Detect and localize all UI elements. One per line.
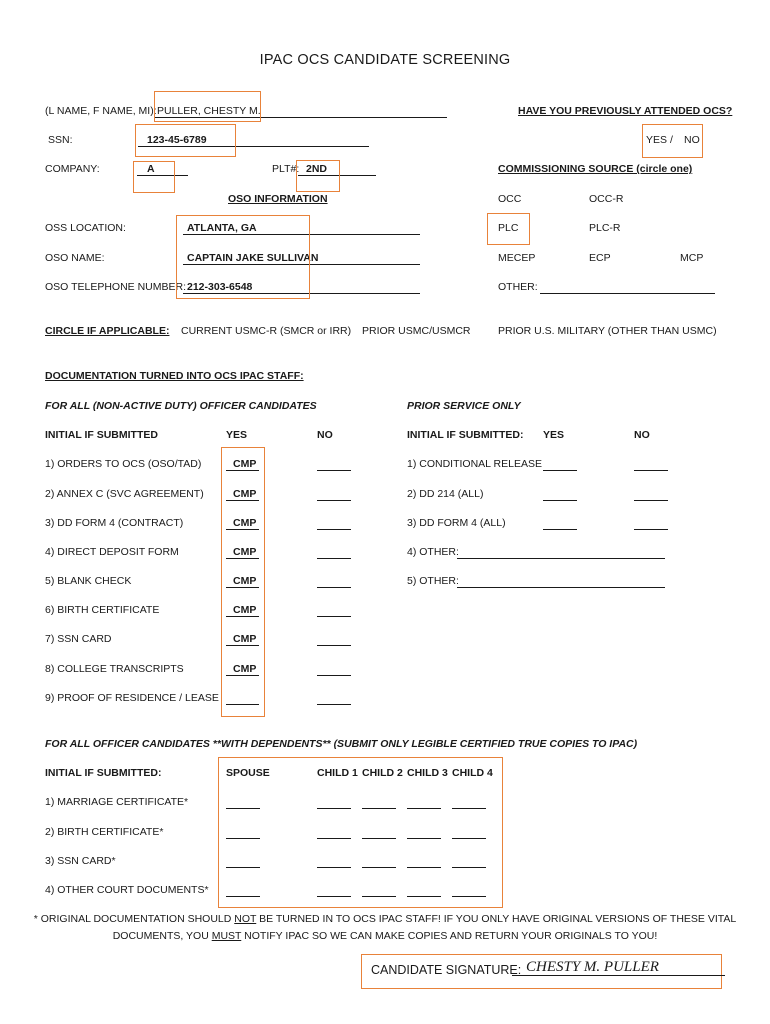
ssn-field[interactable]: 123-45-6789 [147,134,207,146]
name-label: (L NAME, F NAME, MI): [45,105,157,117]
dep-spouse-header: SPOUSE [226,767,270,779]
oso-name-field[interactable]: CAPTAIN JAKE SULLIVAN [187,252,319,264]
dep-child3-header: CHILD 3 [407,767,448,779]
dep-child2-header: CHILD 2 [362,767,403,779]
col-yes-header: YES [226,429,248,441]
prior-item-yes-field[interactable] [543,500,577,501]
source-plc[interactable]: PLC [498,222,519,234]
ssn-label: SSN: [48,134,73,146]
doc-item-label: 5) BLANK CHECK [45,575,132,587]
doc-item-label: 3) DD FORM 4 (CONTRACT) [45,517,184,529]
oso-heading: OSO INFORMATION [228,193,328,205]
oso-highlight [176,215,310,299]
dep-initial-header: INITIAL IF SUBMITTED: [45,767,162,779]
doc-item-no-field[interactable] [317,616,351,617]
footnote-emphasis-must: MUST [211,930,242,942]
company-label: COMPANY: [45,163,100,175]
doc-item-label: 4) DIRECT DEPOSIT FORM [45,546,179,558]
dependents-highlight [218,757,503,908]
prior-no-header: NO [634,429,650,441]
oss-location-label: OSS LOCATION: [45,222,126,234]
prior-item-no-field[interactable] [634,500,668,501]
prior-initial-header: INITIAL IF SUBMITTED: [407,429,524,441]
prior-item-label: 5) OTHER: [407,575,459,587]
prev-ocs-highlight [642,124,703,158]
circle-option-prior-military[interactable]: PRIOR U.S. MILITARY (OTHER THAN USMC) [498,325,717,337]
previous-ocs-question: HAVE YOU PREVIOUSLY ATTENDED OCS? [518,105,733,117]
footnote-line-1 [0,913,770,925]
doc-item-no-field[interactable] [317,645,351,646]
company-highlight [133,161,175,193]
name-highlight [154,91,261,122]
plt-field[interactable]: 2ND [306,163,328,175]
col-no-header: NO [317,429,333,441]
prior-item-no-field[interactable] [634,529,668,530]
doc-item-no-field[interactable] [317,500,351,501]
name-field[interactable]: PULLER, CHESTY M. [157,105,261,117]
nonactive-heading: FOR ALL (NON-ACTIVE DUTY) OFFICER CANDIDATES [45,400,317,412]
source-mecep[interactable]: MECEP [498,252,536,264]
prev-yes-option[interactable]: YES [646,134,668,146]
ssn-highlight [135,124,236,157]
prior-item-yes-field[interactable] [543,529,577,530]
oso-phone-field[interactable]: 212-303-6548 [187,281,253,293]
prev-separator: / [670,134,673,146]
source-ecp[interactable]: ECP [589,252,611,264]
source-occ-r[interactable]: OCC-R [589,193,624,205]
doc-item-label: 7) SSN CARD [45,633,112,645]
page-title: IPAC OCS CANDIDATE SCREENING [259,52,511,68]
dep-child4-header: CHILD 4 [452,767,493,779]
doc-item-yes[interactable]: CMP [233,575,257,587]
signature-field[interactable]: CHESTY M. PULLER [526,959,659,975]
prior-other-field[interactable] [457,558,665,559]
doc-item-label: 8) COLLEGE TRANSCRIPTS [45,663,184,675]
oss-location-field[interactable]: ATLANTA, GA [187,222,257,234]
source-other-label: OTHER: [498,281,538,293]
prev-no-option[interactable]: NO [684,134,700,146]
dep-item-label: 2) BIRTH CERTIFICATE* [45,826,164,838]
source-other-field[interactable] [540,293,715,294]
doc-item-label: 9) PROOF OF RESIDENCE / LEASE [45,692,219,704]
doc-item-yes[interactable]: CMP [233,604,257,616]
doc-item-no-field[interactable] [317,529,351,530]
plt-label: PLT#: [272,163,300,175]
prior-item-label: 2) DD 214 (ALL) [407,488,484,500]
yes-column-highlight [221,447,265,717]
dep-item-label: 1) MARRIAGE CERTIFICATE* [45,796,189,808]
source-mcp[interactable]: MCP [680,252,704,264]
dep-item-label: 4) OTHER COURT DOCUMENTS* [45,884,209,896]
footnote-text: BE TURNED IN TO OCS IPAC STAFF! IF YOU ONLY HAVE ORIGINAL VERSIONS OF THESE VITAL [256,913,737,925]
doc-item-yes[interactable]: CMP [233,488,257,500]
doc-item-no-field[interactable] [317,587,351,588]
company-field[interactable]: A [147,163,155,175]
prior-item-label: 3) DD FORM 4 (ALL) [407,517,506,529]
dependents-heading: FOR ALL OFFICER CANDIDATES **WITH DEPENDENTS** (SUBMIT ONLY LEGIBLE CERTIFIED TRUE COPIES TO IPAC) [45,738,638,750]
footnote-text: DOCUMENTS, YOU [112,930,212,942]
prior-item-label: 1) CONDITIONAL RELEASE [407,458,542,470]
oso-name-label: OSO NAME: [45,252,105,264]
doc-item-label: 6) BIRTH CERTIFICATE [45,604,160,616]
prior-item-yes-field[interactable] [543,470,577,471]
doc-item-yes[interactable]: CMP [233,546,257,558]
circle-option-prior-usmc[interactable]: PRIOR USMC/USMCR [362,325,471,337]
commissioning-source-label: COMMISSIONING SOURCE (circle one) [498,163,693,175]
oso-phone-label: OSO TELEPHONE NUMBER: [45,281,187,293]
doc-item-no-field[interactable] [317,470,351,471]
prior-item-no-field[interactable] [634,470,668,471]
doc-item-no-field[interactable] [317,675,351,676]
footnote-text: NOTIFY IPAC SO WE CAN MAKE COPIES AND RETURN YOUR ORIGINALS TO YOU! [241,930,658,942]
circle-if-applicable-label: CIRCLE IF APPLICABLE: [45,325,170,337]
prior-service-heading: PRIOR SERVICE ONLY [407,400,521,412]
circle-option-usmc-r[interactable]: CURRENT USMC-R (SMCR or IRR) [181,325,352,337]
doc-item-label: 2) ANNEX C (SVC AGREEMENT) [45,488,204,500]
dep-item-label: 3) SSN CARD* [45,855,116,867]
plt-highlight [296,160,340,192]
prior-yes-header: YES [543,429,565,441]
doc-item-label: 1) ORDERS TO OCS (OSO/TAD) [45,458,202,470]
doc-item-no-field[interactable] [317,704,351,705]
doc-item-yes[interactable]: CMP [233,663,257,675]
dep-child1-header: CHILD 1 [317,767,358,779]
prior-other-field[interactable] [457,587,665,588]
footnote-line-2 [0,930,770,942]
plc-highlight [487,213,530,245]
doc-item-yes[interactable]: CMP [233,517,257,529]
source-occ[interactable]: OCC [498,193,522,205]
col-initial-header: INITIAL IF SUBMITTED [45,429,158,441]
documentation-heading: DOCUMENTATION TURNED INTO OCS IPAC STAFF: [45,370,304,382]
doc-item-no-field[interactable] [317,558,351,559]
doc-item-yes[interactable]: CMP [233,458,257,470]
signature-label: CANDIDATE SIGNATURE: [371,963,522,977]
source-plc-r[interactable]: PLC-R [589,222,621,234]
prior-item-label: 4) OTHER: [407,546,459,558]
footnote-emphasis-not: NOT [234,913,257,925]
footnote-text: * ORIGINAL DOCUMENTATION SHOULD [33,913,235,925]
doc-item-yes[interactable]: CMP [233,633,257,645]
